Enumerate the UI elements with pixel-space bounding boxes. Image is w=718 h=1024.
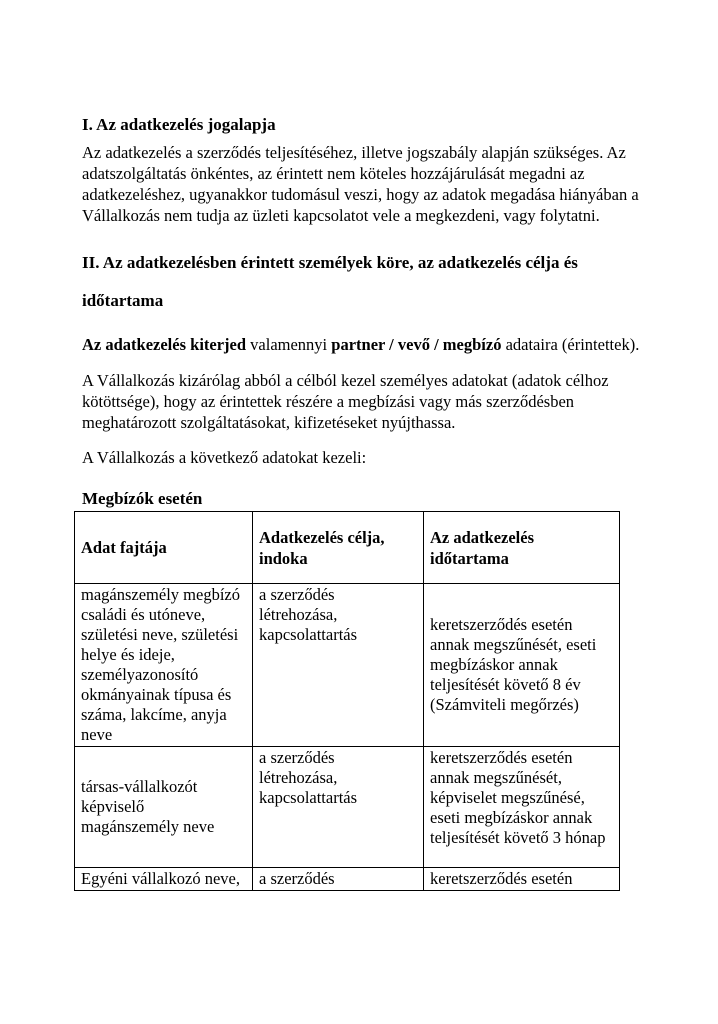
scope-regular-tail: adataira (érintettek). bbox=[501, 335, 640, 354]
table-cell: magánszemély megbízó családi és utóneve, születési neve, születési helye és ideje, személyazonosító okmányainak típusa és száma, lakcíme, anyja neve bbox=[75, 584, 253, 747]
table-cell: keretszerződés esetén bbox=[424, 868, 620, 891]
table-cell: keretszerződés esetén annak megszűnését, eseti megbízáskor annak teljesítését követő 8 év (Számviteli megőrzés) bbox=[424, 584, 620, 747]
table-cell: a szerződés létrehozása, kapcsolattartás bbox=[253, 584, 424, 747]
table-header-purpose: Adatkezelés célja, indoka bbox=[253, 512, 424, 584]
section-2-heading: II. Az adatkezelésben érintett személyek köre, az adatkezelés célja és időtartama bbox=[82, 253, 578, 310]
section-1-paragraph: Az adatkezelés a szerződés teljesítéséhez, illetve jogszabály alapján szükséges. Az adatszolgáltatás önkéntes, az érintett nem köteles hozzájárulását megadni az adatkezeléshez, ugyanakkor tudomásul veszi, hogy az adatok megadása hiányában a Vállalkozás nem tudja az üzleti kapcsolatot vele a megkezdeni, vagy folytatni. bbox=[82, 143, 639, 225]
table-row bbox=[75, 747, 620, 868]
scope-paragraph bbox=[82, 334, 640, 355]
scope-bold-subjects: partner / vevő / megbízó bbox=[331, 335, 502, 354]
table-header-data-type: Adat fajtája bbox=[75, 512, 253, 584]
table-cell: a szerződés bbox=[253, 868, 424, 891]
lead-paragraph: A Vállalkozás a következő adatokat kezeli: bbox=[82, 448, 367, 467]
section-1-heading: I. Az adatkezelés jogalapja bbox=[82, 115, 276, 134]
table-cell: keretszerződés esetén annak megszűnését, képviselet megszűnésé, eseti megbízáskor annak teljesítését követő 3 hónap bbox=[424, 747, 620, 868]
table-header-row bbox=[75, 512, 620, 584]
scope-regular-mid: valamennyi bbox=[246, 335, 332, 354]
table-header-duration: Az adatkezelés időtartama bbox=[424, 512, 620, 584]
table-cell: társas-vállalkozót képviselő magánszemély neve bbox=[75, 747, 253, 868]
table-row bbox=[75, 868, 620, 891]
data-table bbox=[74, 511, 620, 891]
table-row bbox=[75, 584, 620, 747]
table-cell: Egyéni vállalkozó neve, bbox=[75, 868, 253, 891]
purpose-paragraph: A Vállalkozás kizárólag abból a célból kezel személyes adatokat (adatok célhoz kötöttsége), hogy az érintettek részére a megbízási vagy más szerződésben meghatározott szolgáltatásokat, kifizetéseket nyújthassa. bbox=[82, 371, 609, 432]
table-title: Megbízók esetén bbox=[82, 489, 203, 508]
scope-bold-lead: Az adatkezelés kiterjed bbox=[82, 335, 247, 354]
table-cell: a szerződés létrehozása, kapcsolattartás bbox=[253, 747, 424, 868]
